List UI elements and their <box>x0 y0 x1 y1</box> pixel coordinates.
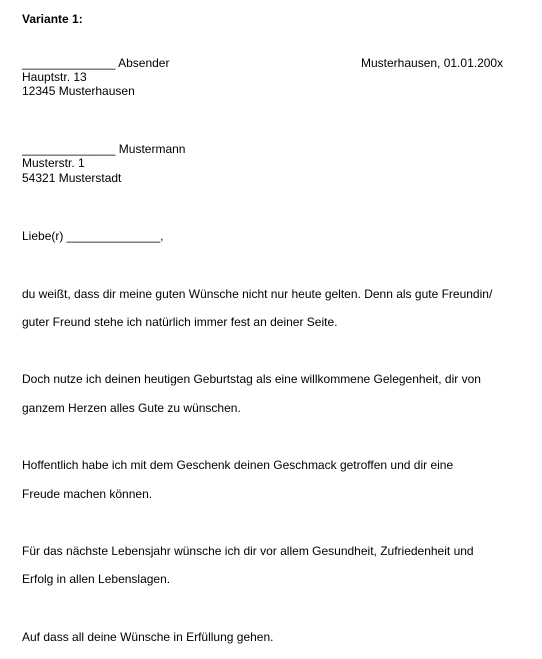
body-line: Doch nutze ich deinen heutigen Geburtstag als eine willkommene Gelegenheit, dir von <box>22 372 481 386</box>
body-line: Freude machen können. <box>22 487 153 501</box>
body-line: Erfolg in allen Lebenslagen. <box>22 572 171 586</box>
salutation: Liebe(r) ______________, <box>22 229 164 243</box>
body-line: Auf dass all deine Wünsche in Erfüllung gehen. <box>22 630 274 644</box>
body-line: ganzem Herzen alles Gute zu wünschen. <box>22 401 241 415</box>
date-place: Musterhausen, 01.01.200x <box>361 56 504 70</box>
body-line: guter Freund stehe ich natürlich immer fest an deiner Seite. <box>22 315 338 329</box>
recipient-name-line: ______________ Mustermann <box>22 142 186 156</box>
recipient-city: 54321 Musterstadt <box>22 171 122 185</box>
recipient-street: Musterstr. 1 <box>22 156 85 170</box>
document-heading: Variante 1: <box>22 12 83 26</box>
sender-city: 12345 Musterhausen <box>22 84 135 98</box>
body-line: Für das nächste Lebensjahr wünsche ich dir vor allem Gesundheit, Zufriedenheit und <box>22 544 474 558</box>
sender-name-line: ______________ Absender <box>22 56 170 70</box>
body-line: du weißt, dass dir meine guten Wünsche nicht nur heute gelten. Denn als gute Freundin/ <box>22 287 493 301</box>
sender-street: Hauptstr. 13 <box>22 70 87 84</box>
body-line: Hoffentlich habe ich mit dem Geschenk deinen Geschmack getroffen und dir eine <box>22 458 454 472</box>
